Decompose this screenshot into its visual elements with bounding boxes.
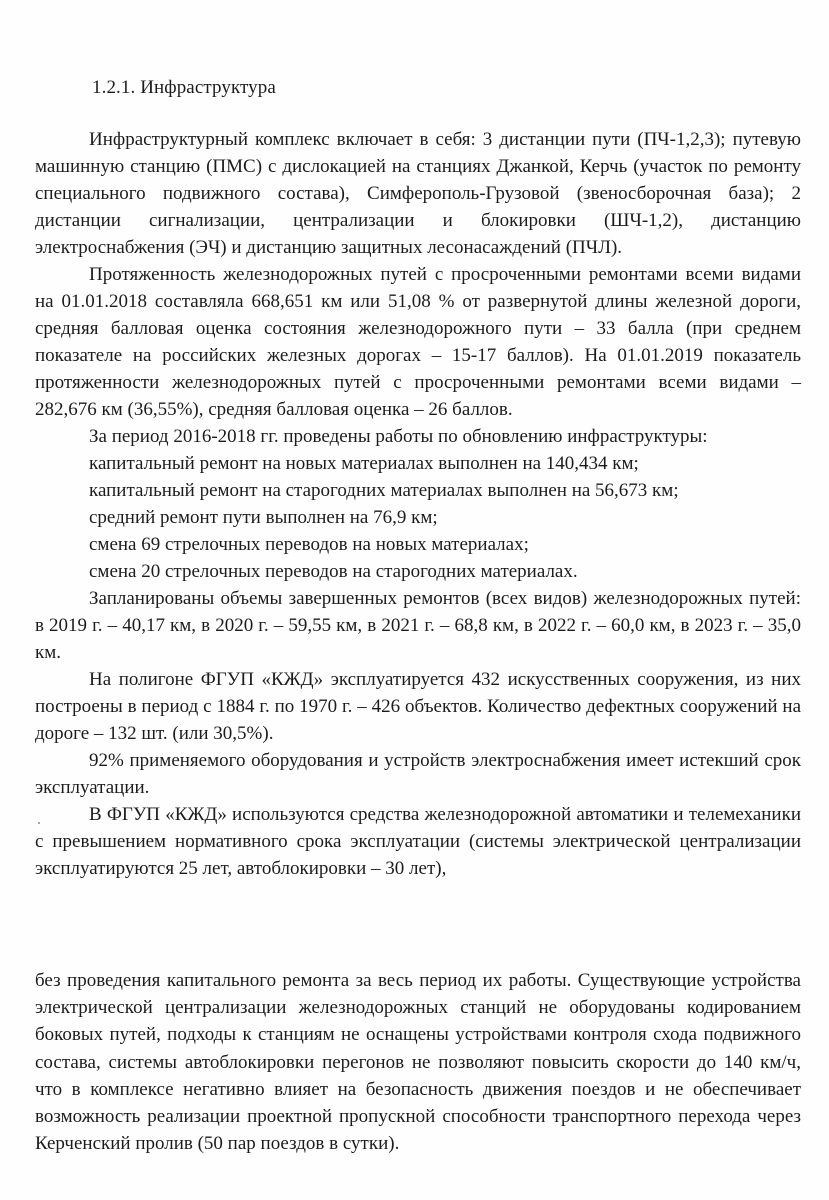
paragraph-overdue-repairs: Протяженность железнодорожных путей с просроченными ремонтами всеми видами на 01.01.2018 составляла 668,651 км или 51,08 % от развернутой длины железной дороги, средняя балловая оценка состояния железнодорожного пути – 33 балла (при среднем показателе на российских железных дорогах – 15-17 баллов). На 01.01.2019 показатель протяженности железнодорожных путей с просроченными ремонтами всеми видами – 282,676 км (36,55%), средняя балловая оценка – 26 баллов. bbox=[35, 264, 801, 420]
paragraph-automation: В ФГУП «КЖД» используются средства железнодорожной автоматики и телемеханики с превышением нормативного срока эксплуатации (системы электрической централизации эксплуатируются 25 лет, автоблокировки – 30 лет), bbox=[35, 804, 801, 879]
list-item: смена 20 стрелочных переводов на старогодних материалах. bbox=[89, 561, 578, 582]
section-heading: 1.2.1. Инфраструктура bbox=[92, 77, 276, 98]
paragraph-power-equipment: 92% применяемого оборудования и устройств электроснабжения имеет истекший срок эксплуатации. bbox=[35, 750, 801, 798]
paragraph-infrastructure-complex: Инфраструктурный комплекс включает в себя: 3 дистанции пути (ПЧ-1,2,3); путевую машинную станцию (ПМС) с дислокацией на станциях Джанкой, Керчь (участок по ремонту специального подвижного состава), Симферополь-Грузовой (звеносборочная база); 2 дистанции сигнализации, централизации и блокировки (ШЧ-1,2), дистанцию электроснабжения (ЭЧ) и дистанцию защитных лесонасаждений (ПЧЛ). bbox=[35, 129, 801, 258]
list-item: средний ремонт пути выполнен на 76,9 км; bbox=[89, 507, 438, 528]
list-item: капитальный ремонт на старогодних материалах выполнен на 56,673 км; bbox=[89, 480, 679, 501]
paragraph-artificial-structures: На полигоне ФГУП «КЖД» эксплуатируется 432 искусственных сооружения, из них построены в период с 1884 г. по 1970 г. – 426 объектов. Количество дефектных сооружений на дороге – 132 шт. (или 30,5%). bbox=[35, 669, 801, 744]
list-item: капитальный ремонт на новых материалах выполнен на 140,434 км; bbox=[89, 453, 639, 474]
paragraph-continuation: без проведения капитального ремонта за весь период их работы. Существующие устройства электрической централизации железнодорожных станций не оборудованы кодированием боковых путей, подходы к станциям не оснащены устройствами контроля схода подвижного состава, системы автоблокировки перегонов не позволяют повысить скорости до 140 км/ч, что в комплексе негативно влияет на безопасность движения поездов и не обеспечивает возможность реализации проектной пропускной способности транспортного перехода через Керченский пролив (50 пар поездов в сутки). bbox=[35, 970, 801, 1155]
paragraph-planned-repairs: Запланированы объемы завершенных ремонтов (всех видов) железнодорожных путей: в 2019 г. – 40,17 км, в 2020 г. – 59,55 км, в 2021 г. – 68,8 км, в 2022 г. – 60,0 км, в 2023 г. – 35,0 км. bbox=[35, 588, 801, 663]
list-item: смена 69 стрелочных переводов на новых материалах; bbox=[89, 534, 529, 555]
scan-speck bbox=[38, 822, 40, 824]
body-text-lower bbox=[35, 967, 801, 1157]
body-text-upper bbox=[35, 126, 801, 882]
paragraph-works-intro: За период 2016-2018 гг. проведены работы по обновлению инфраструктуры: bbox=[89, 426, 708, 447]
